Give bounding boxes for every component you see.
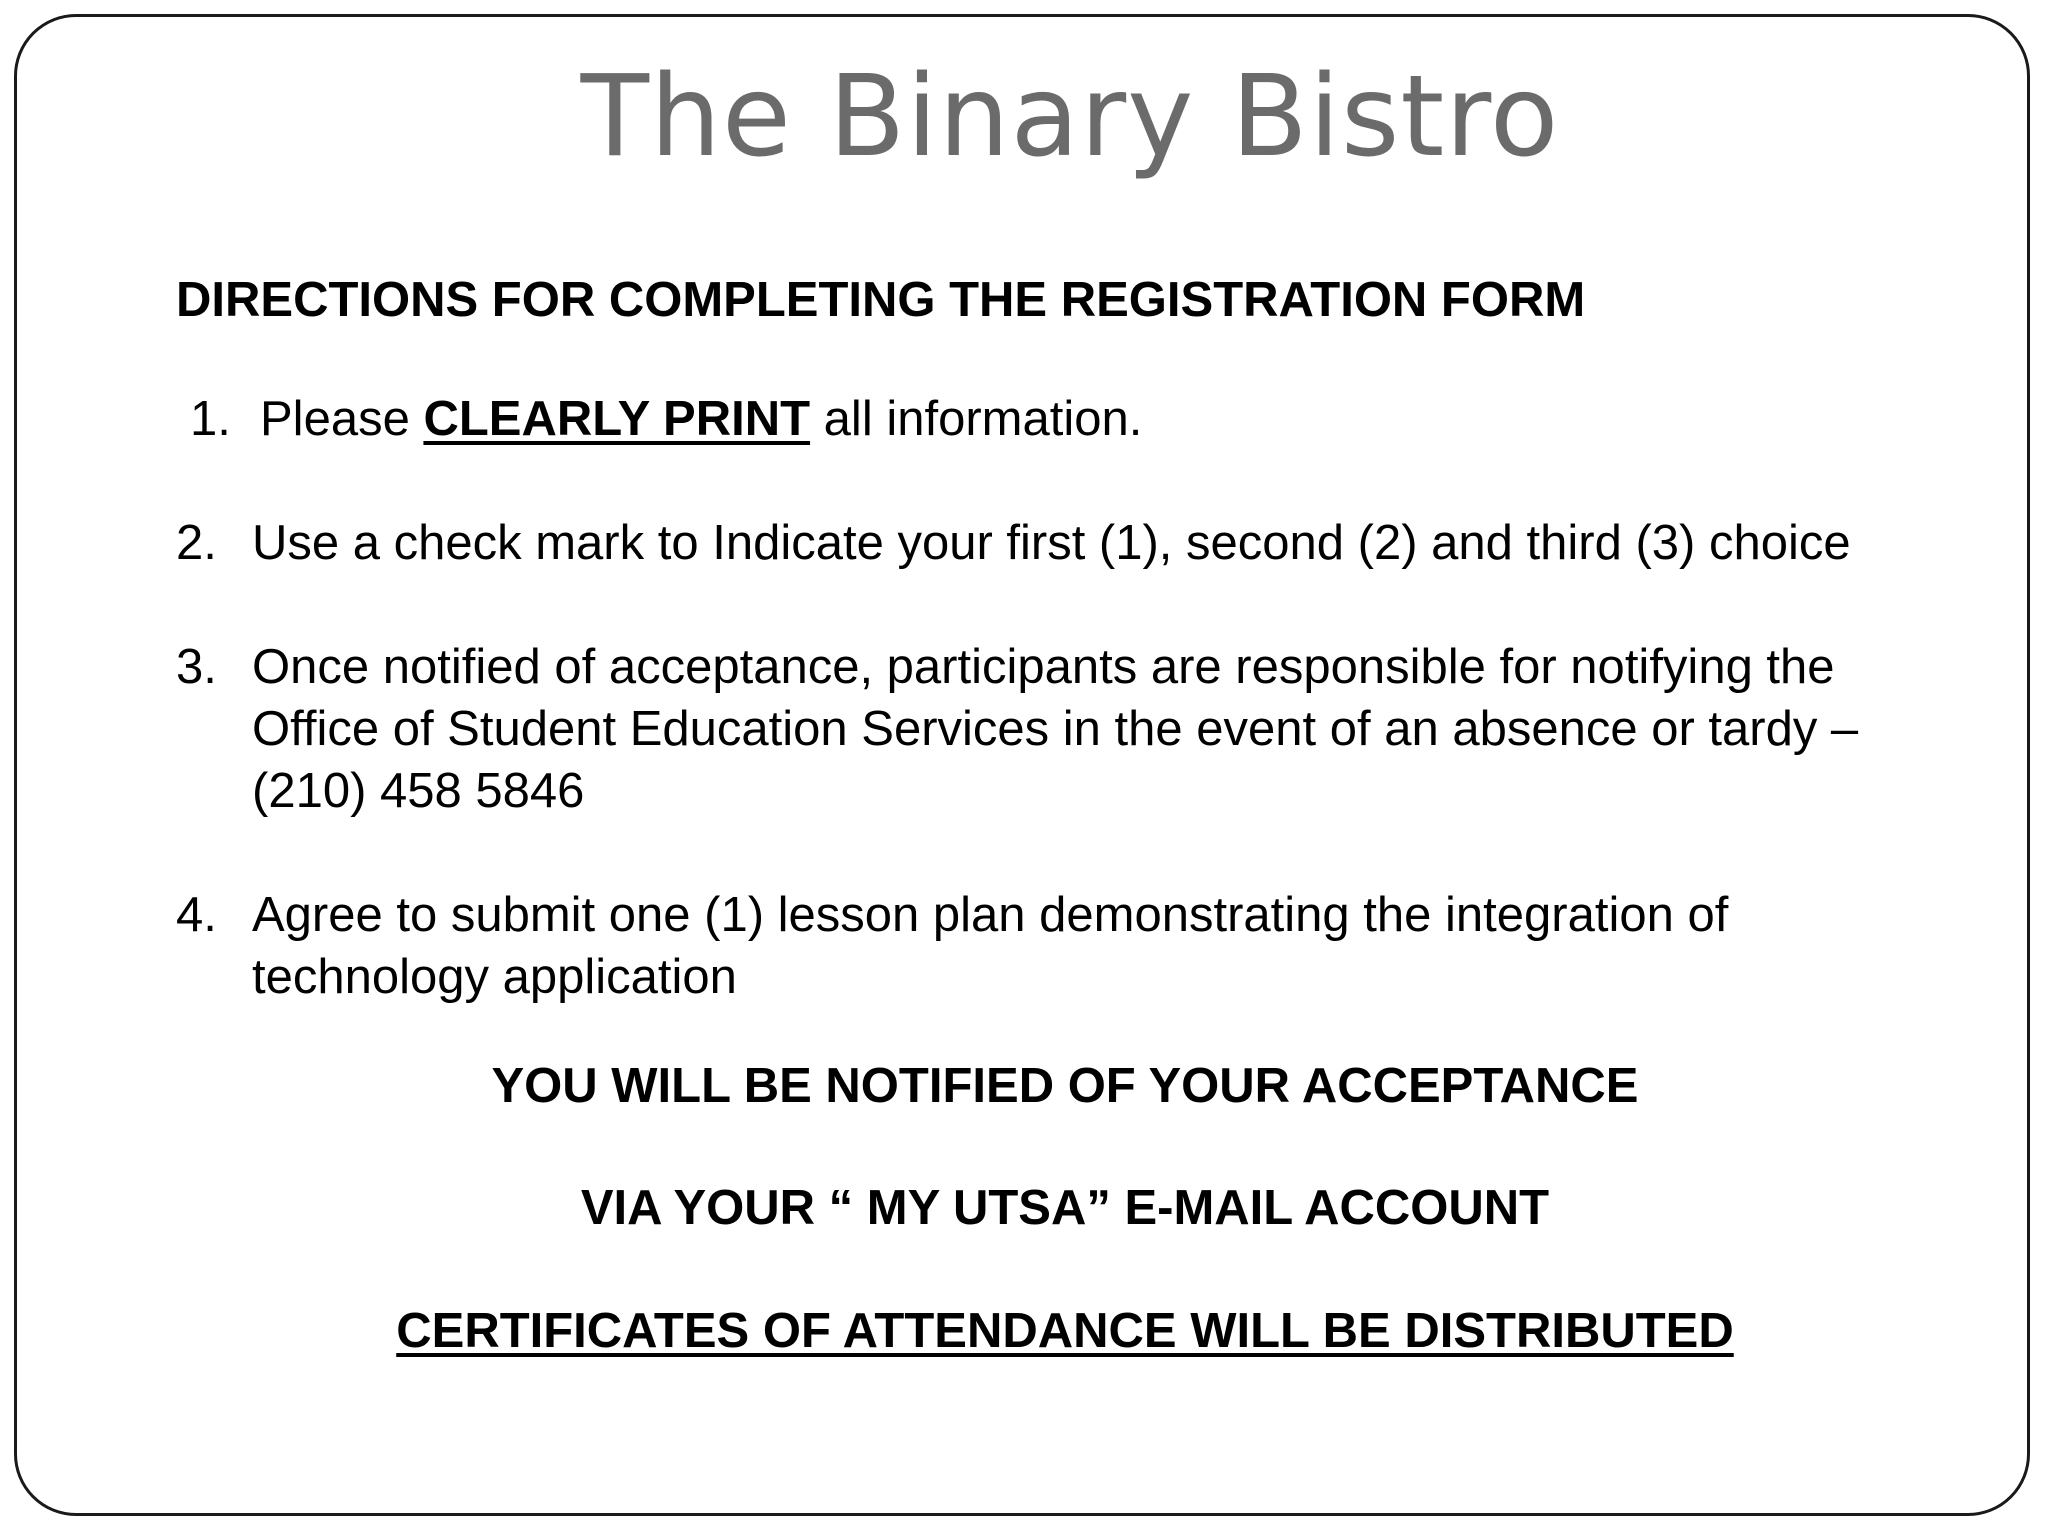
certificates-notice: CERTIFICATES OF ATTENDANCE WILL BE DISTRIBUTED bbox=[396, 1304, 1734, 1358]
directions-list bbox=[176, 388, 1976, 1070]
step-number: 2. bbox=[176, 516, 217, 570]
step-text-line: Agree to submit one (1) lesson plan demonstrating the integration of bbox=[252, 888, 1729, 942]
step-number: 3. bbox=[176, 640, 217, 694]
step-text-line: (210) 458 5846 bbox=[252, 764, 585, 818]
step-text-before: Please bbox=[260, 392, 424, 446]
direction-step-1 bbox=[176, 388, 1976, 450]
step-number: 1. bbox=[190, 392, 231, 446]
direction-step-4 bbox=[176, 884, 1976, 1008]
direction-step-2 bbox=[176, 512, 1976, 574]
step-number: 4. bbox=[176, 888, 217, 942]
step-emphasis: CLEARLY PRINT bbox=[423, 392, 811, 446]
acceptance-notice: YOU WILL BE NOTIFIED OF YOUR ACCEPTANCE bbox=[491, 1059, 1639, 1113]
step-text-line: Once notified of acceptance, participants are responsible for notifying the bbox=[252, 640, 1835, 694]
step-text-line: technology application bbox=[252, 950, 737, 1004]
email-notice: VIA YOUR “ MY UTSA” E-MAIL ACCOUNT bbox=[580, 1181, 1550, 1235]
step-text-after: all information. bbox=[810, 392, 1143, 446]
step-text-line: Office of Student Education Services in the event of an absence or tardy – bbox=[252, 702, 1859, 756]
direction-step-3 bbox=[176, 636, 1976, 822]
slide-title: The Binary Bistro bbox=[580, 52, 1560, 182]
directions-heading: DIRECTIONS FOR COMPLETING THE REGISTRATION FORM bbox=[176, 273, 1586, 327]
step-text: Use a check mark to Indicate your first (1), second (2) and third (3) choice bbox=[252, 516, 1851, 570]
